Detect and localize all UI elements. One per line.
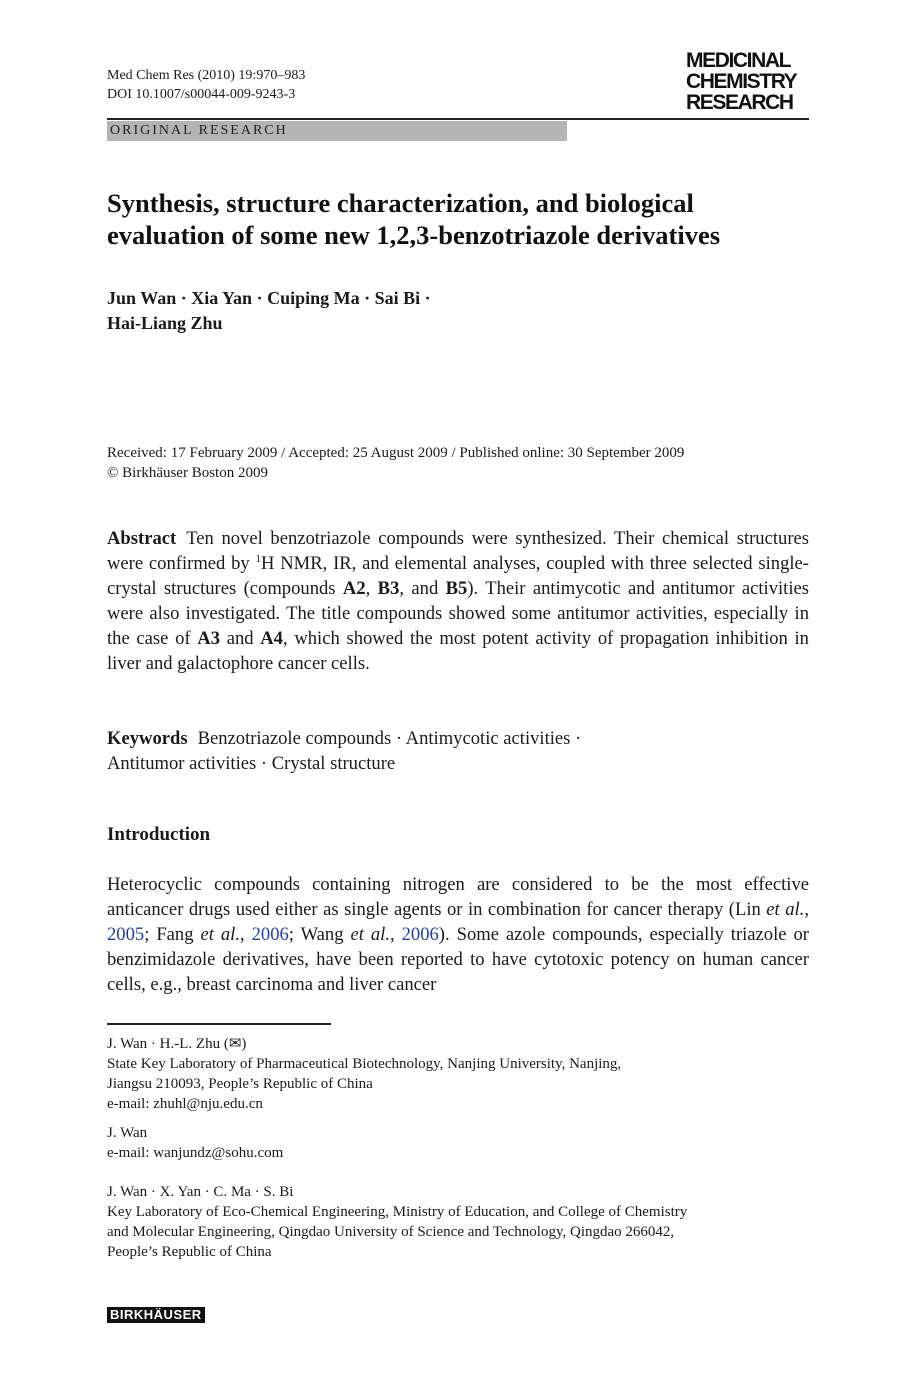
title-line: evaluation of some new 1,2,3-benzotriazole derivatives — [107, 220, 721, 250]
body-text: ). Some azole compounds, especially triazole or benzimidazole derivatives, have been reported to have cytotoxic potency on human cancer cells, e.g., breast carcinoma and liver cancer — [107, 924, 809, 995]
affiliation-names: J. Wan · H.-L. Zhu (✉) — [107, 1036, 247, 1052]
body-text: ; Wang — [288, 924, 351, 945]
abstract — [107, 526, 809, 676]
body-text: et al. — [350, 924, 390, 945]
abstract-text: , and — [399, 578, 446, 599]
affiliation-address: People’s Republic of China — [107, 1244, 272, 1260]
citation-link[interactable]: 2006 — [251, 924, 289, 945]
abstract-label: Abstract — [107, 528, 177, 549]
author-list — [107, 286, 809, 336]
journal-logo — [686, 50, 810, 113]
logo-line: MEDICINAL — [686, 49, 791, 72]
authors-line: Jun Wan · Xia Yan · Cuiping Ma · Sai Bi · — [107, 288, 431, 308]
body-text: , — [389, 924, 402, 945]
abstract-text: , which showed the most potent activity of propagation inhibition in liver and galactophore cancer cells. — [107, 628, 809, 674]
logo-line: RESEARCH — [686, 91, 793, 114]
publisher-logo: BIRKHÄUSER — [107, 1307, 205, 1323]
keywords-label: Keywords — [107, 728, 188, 749]
section-label: ORIGINAL RESEARCH — [107, 121, 567, 141]
affiliation-names: J. Wan · X. Yan · C. Ma · S. Bi — [107, 1184, 294, 1200]
superscript: 1 — [255, 552, 262, 565]
affiliation-email[interactable]: e-mail: zhuhl@nju.edu.cn — [107, 1096, 263, 1112]
authors-line: Hai-Liang Zhu — [107, 313, 223, 333]
keywords-text: Benzotriazole compounds · Antimycotic activities · — [197, 728, 582, 749]
title-line: Synthesis, structure characterization, and biological — [107, 188, 694, 218]
logo-line: CHEMISTRY — [686, 70, 797, 93]
body-text: , — [239, 924, 252, 945]
affiliation-address: State Key Laboratory of Pharmaceutical Biotechnology, Nanjing University, Nanjing, — [107, 1056, 622, 1072]
keywords-text: Antitumor activities · Crystal structure — [107, 753, 396, 774]
body-text: et al. — [766, 899, 805, 920]
header-rule — [107, 118, 809, 120]
article-title — [107, 187, 809, 251]
affiliation-block — [107, 1182, 809, 1262]
affiliation-address: Key Laboratory of Eco-Chemical Engineering, Ministry of Education, and College of Chemistry — [107, 1204, 688, 1220]
copyright: © Birkhäuser Boston 2009 — [107, 465, 268, 481]
compound-label: B5 — [445, 578, 468, 599]
keywords — [107, 726, 809, 776]
citation-link[interactable]: 2006 — [401, 924, 439, 945]
compound-label: A2 — [342, 578, 366, 599]
affiliation-email[interactable]: e-mail: wanjundz@sohu.com — [107, 1145, 284, 1161]
abstract-text: ). Their antimycotic and antitumor activities were also investigated. The title compounds showed some antitumor activities, especially in the case of — [107, 578, 810, 649]
history-dates: Received: 17 February 2009 / Accepted: 25 August 2009 / Published online: 30 September 2009 — [107, 445, 685, 461]
abstract-text: H NMR, IR, and elemental analyses, coupled with three selected single-crystal structures (compounds — [107, 553, 809, 599]
doi[interactable]: DOI 10.1007/s00044-009-9243-3 — [107, 87, 296, 102]
footnote-rule — [107, 1023, 331, 1025]
compound-label: A3 — [197, 628, 221, 649]
abstract-text: Ten novel benzotriazole compounds were synthesized. Their chemical structures were confirmed by — [107, 528, 809, 574]
abstract-text: , — [365, 578, 378, 599]
compound-label: B3 — [377, 578, 400, 599]
affiliation-names: J. Wan — [107, 1125, 148, 1141]
body-text: et al. — [200, 924, 240, 945]
section-heading: Introduction — [107, 824, 211, 845]
body-text: , — [804, 899, 809, 920]
affiliation-block — [107, 1034, 809, 1114]
introduction-paragraph — [107, 872, 809, 997]
affiliation-block — [107, 1123, 809, 1163]
journal-info — [107, 66, 305, 104]
body-text: ; Fang — [144, 924, 201, 945]
abstract-text: and — [220, 628, 261, 649]
citation-link[interactable]: 2005 — [107, 924, 145, 945]
affiliation-address: Jiangsu 210093, People’s Republic of China — [107, 1076, 373, 1092]
affiliation-address: and Molecular Engineering, Qingdao University of Science and Technology, Qingdao 266042, — [107, 1224, 675, 1240]
journal-citation: Med Chem Res (2010) 19:970–983 — [107, 68, 306, 83]
body-text: Heterocyclic compounds containing nitrogen are considered to be the most effective anticancer drugs used either as single agents or in combination for cancer therapy (Lin — [107, 874, 809, 920]
publication-dates — [107, 443, 809, 483]
compound-label: A4 — [260, 628, 283, 649]
